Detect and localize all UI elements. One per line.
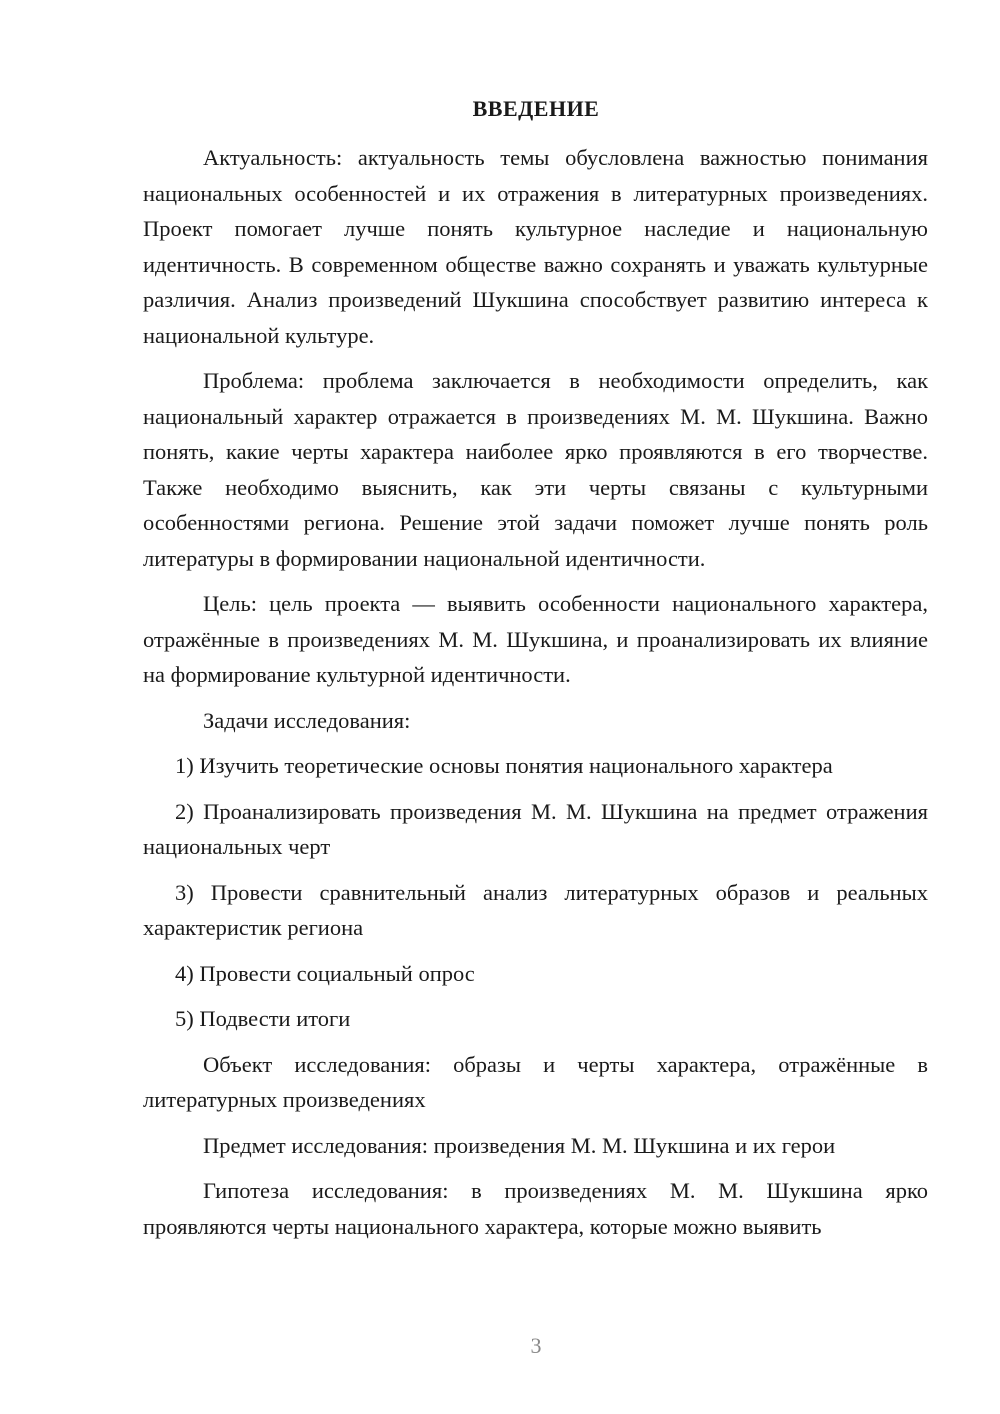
task-item-4: 4) Провести социальный опрос xyxy=(175,960,475,986)
paragraph-problem: Проблема: проблема заключается в необходимости определить, как национальный характер отражается в произведениях М. М. Шукшина. Важно понять, какие черты характера наиболее ярко проявляются в его творчестве. Также необходимо выяснить, как эти черты связаны с культурными особенностями региона. Решение этой задачи поможет лучше понять роль литературы в формировании национальной идентичности. xyxy=(143,368,928,571)
paragraph-relevance: Актуальность: актуальность темы обусловлена важностью понимания национальных особенностей и их отражения в литературных произведениях. Проект помогает лучше понять культурное наследие и национальную идентичность. В современном обществе важно сохранять и уважать культурные различия. Анализ произведений Шукшина способствует развитию интереса к национальной культуре. xyxy=(143,145,928,348)
task-item-5: 5) Подвести итоги xyxy=(175,1006,351,1031)
paragraph-subject: Предмет исследования: произведения М. М. Шукшина и их герои xyxy=(203,1132,836,1158)
paragraph-object: Объект исследования: образы и черты характера, отражённые в литературных произведениях xyxy=(143,1051,928,1112)
paragraph-goal: Цель: цель проекта — выявить особенности национального характера, отражённые в произведениях М. М. Шукшина, и проанализировать их влияние на формирование культурной идентичности. xyxy=(143,591,928,687)
task-item-1: 1) Изучить теоретические основы понятия национального характера xyxy=(175,753,833,778)
task-item-3: 3) Провести сравнительный анализ литературных образов и реальных характеристик региона xyxy=(143,879,928,940)
task-item-2: 2) Проанализировать произведения М. М. Шукшина на предмет отражения национальных черт xyxy=(143,798,928,859)
paragraph-hypothesis: Гипотеза исследования: в произведениях М. М. Шукшина ярко проявляются черты национального характера, которые можно выявить xyxy=(143,1178,928,1239)
section-title: ВВЕДЕНИЕ xyxy=(472,96,600,121)
paragraph-tasks-heading: Задачи исследования: xyxy=(203,707,411,733)
body-text xyxy=(143,140,928,1254)
page-number: 3 xyxy=(530,1333,542,1358)
